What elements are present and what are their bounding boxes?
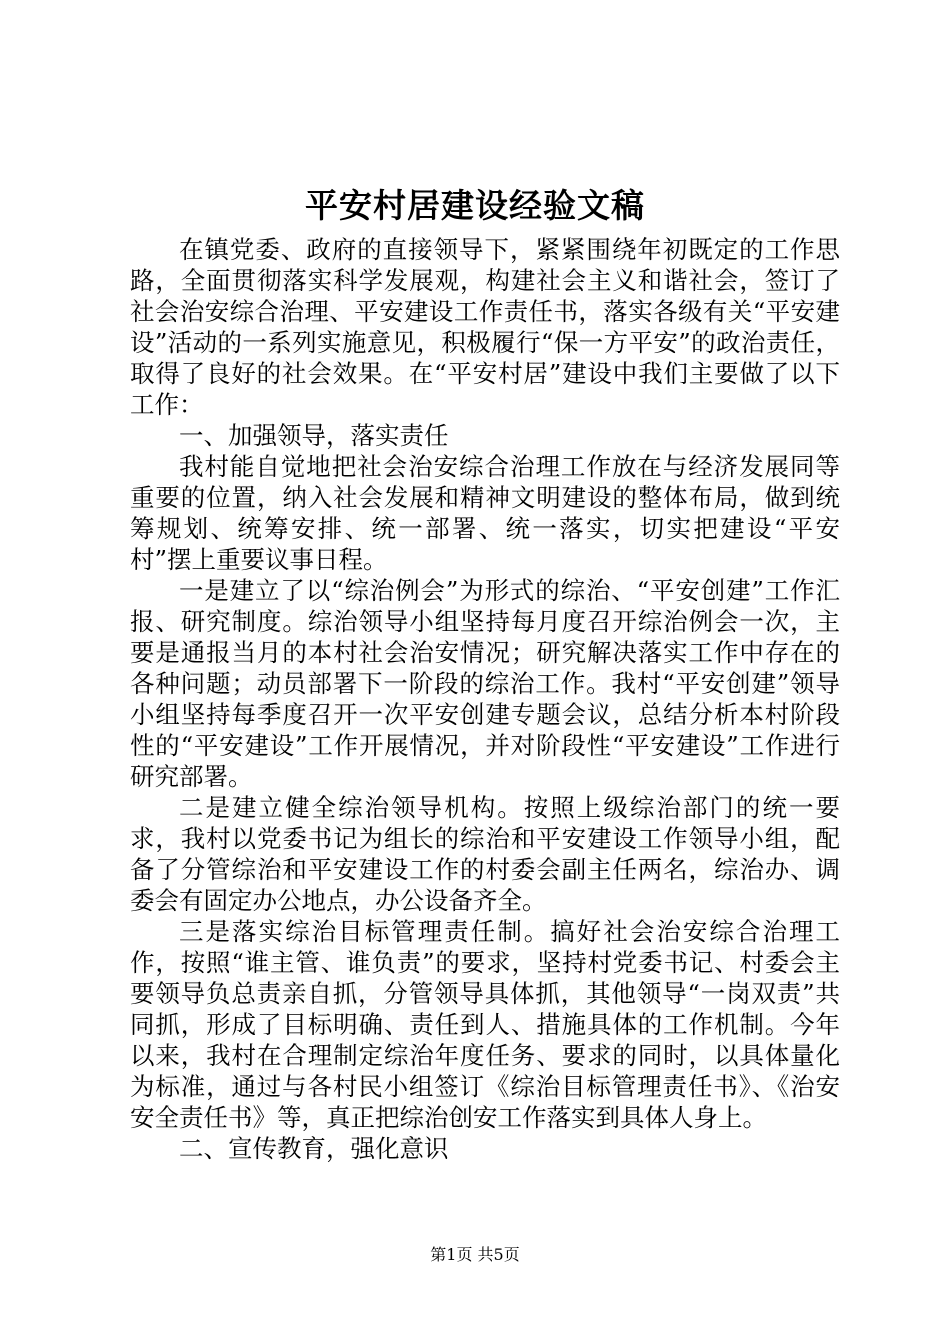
- paragraph-4: 三是落实综治目标管理责任制。搞好社会治安综合治理工作，按照“谁主管、谁负责”的要求，坚持村党委书记、村委会主要领导负总责亲自抓，分管领导具体抓，其他领导“一岗双责”共同抓，形成了目标明确、责任到人、措施具体的工作机制。今年以来，我村在合理制定综治年度任务、要求的同时，以具体量化为标准，通过与各村民小组签订《综治目标管理责任书》、《治安安全责任书》等，真正把综治创安工作落实到具体人身上。: [130, 917, 840, 1132]
- page-footer: 第1页 共5页: [430, 1245, 520, 1264]
- section-heading-1: 一、加强领导，落实责任: [179, 421, 449, 450]
- section-heading-2: 二、宣传教育，强化意识: [179, 1134, 449, 1163]
- paragraph-intro: 在镇党委、政府的直接领导下，紧紧围绕年初既定的工作思路，全面贯彻落实科学发展观，构建社会主义和谐社会，签订了社会治安综合治理、平安建设工作责任书，落实各级有关“平安建设”活动的一系列实施意见，积极履行“保一方平安”的政治责任，取得了良好的社会效果。在“平安村居”建设中我们主要做了以下工作：: [130, 235, 840, 419]
- paragraph-1: 我村能自觉地把社会治安综合治理工作放在与经济发展同等重要的位置，纳入社会发展和精神文明建设的整体布局，做到统筹规划、统筹安排、统一部署、统一落实，切实把建设“平安村”摆上重要议事日程。: [130, 452, 840, 574]
- document-body: [130, 234, 840, 1164]
- paragraph-2: 一是建立了以“综治例会”为形式的综治、“平安创建”工作汇报、研究制度。综治领导小组坚持每月度召开综治例会一次，主要是通报当月的本村社会治安情况；研究解决落实工作中存在的各种问题；动员部署下一阶段的综治工作。我村“平安创建”领导小组坚持每季度召开一次平安创建专题会议，总结分析本村阶段性的“平安建设”工作开展情况，并对阶段性“平安建设”工作进行研究部署。: [130, 576, 840, 791]
- paragraph-3: 二是建立健全综治领导机构。按照上级综治部门的统一要求，我村以党委书记为组长的综治和平安建设工作领导小组，配备了分管综治和平安建设工作的村委会副主任两名，综治办、调委会有固定办公地点，办公设备齐全。: [130, 793, 840, 915]
- document-title: 平安村居建设经验文稿: [305, 186, 645, 225]
